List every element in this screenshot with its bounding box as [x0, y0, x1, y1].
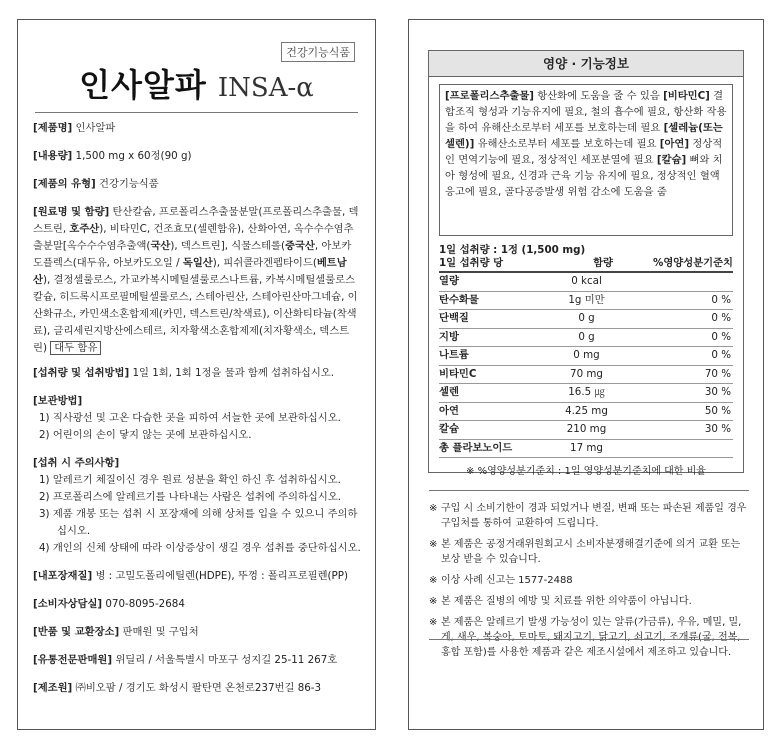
notice-text: 본 제품은 질병의 예방 및 치료를 위한 의약품이 아닙니다. [441, 596, 692, 607]
nutrition-row [439, 384, 733, 403]
nutrition-row [439, 440, 733, 459]
caution-item: 1) 알레르기 체질이신 경우 원료 성분을 확인 하신 후 섭취하십시오. [39, 474, 341, 486]
nutrition-table [439, 271, 733, 458]
product-name-row: [제품명] 인사알파 [33, 122, 116, 134]
column-headers: 1일 섭취량 당 함량 %영양성분기준치 [439, 257, 733, 269]
nutrition-amount: 210 mg [566, 423, 607, 435]
nutrition-amount: 16.5 ㎍ [568, 386, 605, 398]
nutrition-name: 지방 [439, 330, 459, 343]
nutrition-row [439, 273, 733, 292]
nutrition-name: 총 플라보노이드 [439, 441, 513, 454]
nutrition-amount: 1g 미만 [568, 293, 605, 306]
right-panel [408, 19, 764, 730]
notice-item [429, 615, 749, 660]
notice-text: 이상 사례 신고는 1577-2488 [441, 575, 573, 586]
brand-name: 인사알파 [79, 66, 207, 104]
nutrition-percent: 50 % [704, 404, 731, 417]
caution-item: 2) 프로폴리스에 알레르기를 나타내는 사람은 섭취에 주의하십시오. [39, 491, 342, 503]
notice-text: 본 제품은 알레르기 발생 가능성이 있는 알류(가금류), 우유, 메밀, 밀, 게, 새우, 복숭아, 토마토, 돼지고기, 닭고기, 쇠고기, 조개류(굴, 전복, 홍합 포함)를 사용한 제품과 같은 제조시설에서 제조하고 있습니다. [441, 617, 742, 658]
nutrition-percent: 30 % [704, 423, 731, 435]
divider [35, 112, 358, 113]
divider [429, 639, 749, 640]
nutrition-name: 칼슘 [439, 423, 459, 435]
nutrition-name: 단백질 [439, 312, 469, 324]
nutrition-row [439, 366, 733, 385]
nutrition-name: 아연 [439, 404, 459, 417]
volume-row: [내용량] 1,500 mg x 60정(90 g) [33, 150, 192, 162]
nutrition-amount: 0 g [578, 330, 595, 343]
brand-name-en: INSA-α [217, 73, 314, 103]
note-mark: ※ [429, 503, 438, 514]
nutrition-percent: 0 % [711, 349, 731, 361]
nutrition-row [439, 310, 733, 329]
intake-row: [섭취량 및 섭취방법] 1일 1회, 1회 1정을 물과 함께 섭취하십시오. [33, 367, 335, 379]
table-footnote: ※ %영양성분기준치 : 1일 영양성분기준치에 대한 비율 [466, 466, 706, 477]
left-panel [17, 19, 376, 730]
nutrition-percent [629, 440, 733, 458]
storage-item: 1) 직사광선 및 고온 다습한 곳을 피하여 서늘한 곳에 보관하십시오. [39, 412, 341, 424]
nutrition-row [439, 329, 733, 348]
type-row: [제품의 유형] 건강기능식품 [33, 178, 159, 190]
nutrition-percent: 30 % [704, 386, 731, 398]
allergen-box: 대두 함유 [50, 341, 101, 355]
nutrition-name: 탄수화물 [439, 293, 479, 306]
nutrition-amount: 70 mg [570, 367, 603, 380]
notice-item [429, 573, 749, 588]
nutrition-name: 비타민C [439, 367, 477, 380]
packaging-row: [내포장재질] 병 : 고밀도폴리에틸렌(HDPE), 뚜껑 : 폴리프로필렌(PP) [33, 570, 348, 582]
nutrition-percent: 0 % [711, 330, 731, 343]
nutrition-row [439, 421, 733, 440]
nutrition-name: 셀렌 [439, 386, 459, 398]
ingredients-row: [원료명 및 함량] 탄산칼슘, 프로폴리스추출물분말(프로폴리스추출물, 덱스트린, 호주산), 비타민C, 건조효모(셀렌함유), 산화아연, 옥수수수염추출분말[옥수수수염추출액(국산), 덱스트린], 식물스테롤(중국산, 아보카도플렉스(대두유, 아보카도오일 / 독일산), 피쉬콜라겐펩타이드(베트남산), 결정셀룰로스, 가교카복시메틸셀룰로스나트륨, 카복시메틸셀룰로스칼슘, 히드록시프로필메틸셀룰로스, 스테아린산, 스테아린산마그네슘, 이산화규소, 카민색소혼합제제(카민, 덱스트린/착색료), 이산화티타늄(착색료), 글리세린지방산에스테르, 치자황색소혼합제제(치자황색소, 덱스트린) 대두 함유 [33, 206, 359, 354]
nutrition-percent [629, 273, 733, 291]
caution-item: 4) 개인의 신체 상태에 따라 이상증상이 생길 경우 섭취를 중단하십시오. [39, 542, 361, 554]
caution-item: 3) 제품 개봉 또는 섭취 시 포장재에 의해 상처를 입을 수 있으니 주의하 [39, 508, 358, 520]
manufacturer-row: [제조원] ㈜비오팜 / 경기도 화성시 팔탄면 온천로237번길 86-3 [33, 682, 322, 694]
notice-item [429, 594, 749, 609]
note-mark: ※ [429, 539, 438, 550]
consumer-row: [소비자상담실] 070-8095-2684 [33, 598, 185, 610]
notice-text: 본 제품은 공정거래위원회고시 소비자분쟁해결기준에 의거 교환 또는 보상 받을 수 있습니다. [441, 539, 741, 565]
notice-item [429, 501, 749, 531]
function-info: [프로폴리스추출물] 항산화에 도움을 줄 수 있음 [비타민C] 결합조직 형성과 기능유지에 필요, 철의 흡수에 필요, 항산화 작용을 하여 유해산소로부터 세포를 보호하는데 필요 [셀레늄(또는 셀렌)] 유해산소로부터 세포를 보호하는데 필요 [아연] 정상적인 면역기능에 필요, 정상적인 세포분열에 필요 [칼슘] 뼈와 치아 형성에 필요, 신경과 근육 기능 유지에 필요, 정상적인 혈액응고에 필요, 골다공증발생 위험 감소에 도움을 줌 [439, 84, 733, 236]
nutrition-header: 영양 · 기능정보 [429, 51, 743, 77]
nutrition-amount: 17 mg [570, 441, 603, 454]
nutrition-row [439, 292, 733, 311]
serving-info [439, 244, 733, 270]
nutrition-percent: 0 % [711, 293, 731, 306]
nutrition-percent: 0 % [711, 312, 731, 324]
nutrition-name: 나트륨 [439, 349, 469, 361]
nutrition-amount: 0 kcal [571, 275, 602, 287]
category-tag: 건강기능식품 [281, 42, 355, 62]
note-mark: ※ [429, 575, 438, 586]
nutrition-amount: 0 mg [573, 349, 600, 361]
brand-title [18, 60, 375, 106]
storage-row: [보관방법] 1) 직사광선 및 고온 다습한 곳을 피하여 서늘한 곳에 보관하십시오. 2) 어린이의 손이 닿지 않는 곳에 보관하십시오. [33, 393, 361, 444]
serving-line: 1일 섭취량 : 1정 (1,500 mg) [439, 244, 586, 256]
nutrition-amount: 0 g [578, 312, 595, 324]
storage-item: 2) 어린이의 손이 닿지 않는 곳에 보관하십시오. [39, 429, 252, 441]
nutrition-box [428, 50, 744, 477]
nutrition-percent: 70 % [704, 367, 731, 380]
caution-item-cont: 십시오. [57, 525, 91, 537]
caution-row: [섭취 시 주의사항] 1) 알레르기 체질이신 경우 원료 성분을 확인 하신 후 섭취하십시오. 2) 프로폴리스에 알레르기를 나타내는 사람은 섭취에 주의하십시오. 3) 제품 개봉 또는 섭취 시 포장재에 의해 상처를 입을 수 있으니 주의하 십시오. 4) 개인의 신체 상태에 따라 이상증상이 생길 경우 섭취를 중단하십시오. [33, 455, 361, 557]
distributor-row: [유통전문판매원] 위딜리 / 서울특별시 마포구 성지길 25-11 267호 [33, 654, 338, 666]
notice-text: 구입 시 소비기한이 경과 되었거나 변질, 변패 또는 파손된 제품일 경우 구입처를 통하여 교환하여 드립니다. [441, 503, 747, 529]
nutrition-row [439, 347, 733, 366]
notice-item [429, 537, 749, 567]
returns-row: [반품 및 교환장소] 판매원 및 구입처 [33, 626, 199, 638]
nutrition-row [439, 403, 733, 422]
nutrition-name: 열량 [439, 275, 459, 287]
nutrition-amount: 4.25 mg [565, 404, 608, 417]
note-mark: ※ [429, 617, 438, 628]
product-info [33, 120, 361, 708]
note-mark: ※ [429, 596, 438, 607]
